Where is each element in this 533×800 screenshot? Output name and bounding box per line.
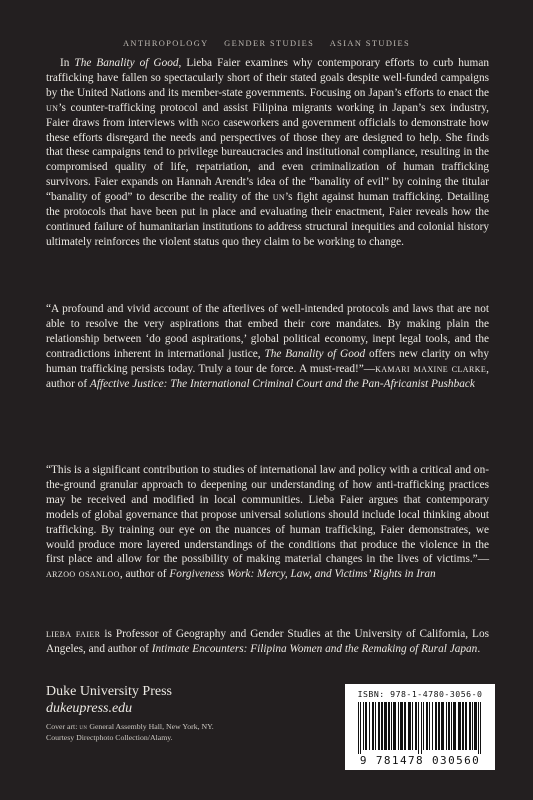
blurb-text: , author of bbox=[119, 568, 170, 581]
category-anthropology: ANTHROPOLOGY bbox=[122, 39, 209, 48]
blurb-text: “This is a significant contribution to studies of international law and policy with a critical and on-the-ground granular approach to deepening our understanding of how anti-trafficking practices may be received and modified in local communities. Lieba Faier argues that contemporary models of global governance that propose universal solutions should include local thinking about trafficking. By training our eye on the nuances of human trafficking, Faier demonstrates, we would produce more layered understandings of the conditions that produce the violence in the first place and allow for the possibility of making material changes in the lives of victims.”— bbox=[46, 464, 489, 566]
barcode-digits: 9 781478 030560 bbox=[359, 754, 481, 767]
bio-book-title: Intimate Encounters: Filipina Women and the Remaking of Rural Japan bbox=[151, 642, 478, 655]
barcode-bar bbox=[441, 702, 444, 750]
cover-credit bbox=[46, 722, 216, 743]
credit-un: un bbox=[79, 722, 88, 731]
blurb-text: offers new clarity on why human trafficking persists today. Truly a tour de force. A must-read!”— bbox=[46, 347, 489, 375]
barcode-bar bbox=[421, 702, 422, 754]
barcode-bar bbox=[381, 702, 383, 750]
barcode-bar bbox=[446, 702, 447, 750]
barcode-bar bbox=[435, 702, 437, 750]
barcode-bar bbox=[398, 702, 399, 750]
barcode-bar bbox=[480, 702, 481, 754]
barcode-bar bbox=[478, 702, 479, 754]
barcode-bar bbox=[365, 702, 367, 750]
barcode-bar bbox=[448, 702, 450, 750]
publisher-name: Duke University Press bbox=[46, 684, 172, 699]
category-asian-studies: ASIAN STUDIES bbox=[329, 39, 411, 48]
barcode-bar bbox=[453, 702, 456, 750]
barcode-bar bbox=[415, 702, 417, 750]
barcode-bar bbox=[378, 702, 380, 750]
bio-text: is Professor of Geography and Gender Studies at the University of California, Los Angeles, and author of bbox=[46, 628, 489, 655]
barcode-bar bbox=[358, 702, 359, 754]
barcode-bar bbox=[363, 702, 364, 750]
barcode-bar bbox=[469, 702, 471, 750]
isbn-label: ISBN: 978-1-4780-3056-0 bbox=[357, 689, 483, 699]
barcode-bar bbox=[472, 702, 473, 750]
barcode-icon bbox=[358, 702, 482, 754]
credit-text: Cover art: bbox=[46, 722, 80, 731]
desc-un: un bbox=[46, 101, 59, 114]
blurb-text: , author of bbox=[46, 362, 489, 390]
barcode-bar bbox=[423, 702, 424, 750]
desc-un: un bbox=[272, 191, 286, 204]
barcode-bar bbox=[462, 702, 464, 750]
publisher-url[interactable]: dukeupress.edu bbox=[46, 701, 133, 716]
barcode-bar bbox=[393, 702, 396, 750]
barcode-bar bbox=[465, 702, 467, 750]
desc-text: caseworkers and government officials to demonstrate how these efforts disregard the needs and perspectives of those they are designed to help. She finds that these campaigns tend to privilege bureaucracies and institutional compliance, resulting in the compromised quality of life, repatriation, and even criminalization of human trafficking survivors. Faier expands on Hannah Arendt’s idea of the “banality of evil” by coining the titular “banality of good” to describe the reality of the bbox=[46, 116, 489, 204]
subject-categories bbox=[0, 39, 533, 48]
bio-author-name: lieba faier bbox=[46, 628, 101, 640]
desc-book-title: The Banality of Good bbox=[74, 57, 179, 69]
barcode-bar bbox=[426, 702, 428, 750]
barcode-bar bbox=[418, 702, 419, 754]
barcode-bar bbox=[384, 702, 387, 750]
bio-text: . bbox=[477, 642, 481, 655]
barcode-bar bbox=[369, 702, 370, 750]
category-gender-studies: GENDER STUDIES bbox=[224, 39, 315, 48]
book-description bbox=[46, 56, 489, 250]
barcode-panel bbox=[345, 684, 495, 770]
barcode-bar bbox=[451, 702, 452, 750]
barcode-bar bbox=[412, 702, 413, 750]
blurb-author-book: Affective Justice: The International Criminal Court and the Pan-Africanist Pushback bbox=[89, 377, 475, 390]
blurb-text: “A profound and vivid account of the afterlives of well-intended protocols and laws that are not able to resolve the very aspirations that embed their core mandates. By making plain the relationship between ‘do good aspirations,’ global political economy, inept legal tools, and the contradictions inherent in international justice, bbox=[46, 303, 489, 360]
publisher-block bbox=[46, 683, 172, 717]
desc-text: , Lieba Faier examines why contemporary efforts to curb human trafficking have fallen so spectacularly short of their stated goals despite well-funded campaigns by the United Nations and its member-state governments. Focusing on Japan’s efforts to enact the bbox=[46, 57, 489, 99]
blurb-author: kamari maxine clarke bbox=[375, 362, 487, 375]
credit-text: General Assembly Hall, New York, NY. Courtesy Directphoto Collection/Alamy. bbox=[46, 722, 214, 742]
barcode-bar bbox=[391, 702, 392, 750]
barcode-bar bbox=[360, 702, 361, 754]
desc-text: In bbox=[60, 57, 75, 69]
barcode-bar bbox=[458, 702, 461, 750]
barcode-bar bbox=[404, 702, 406, 750]
endorsement-osanloo bbox=[46, 463, 489, 582]
desc-text: ’s counter-trafficking protocol and assist Filipina migrants working in Japan’s sex industry, Faier draws from interviews with bbox=[46, 101, 489, 129]
blurb-author: arzoo osanloo bbox=[46, 568, 120, 581]
desc-ngo: ngo bbox=[201, 116, 220, 129]
barcode-bar bbox=[408, 702, 411, 750]
blurb-book-title: The Banality of Good bbox=[264, 347, 366, 360]
blurb-author-book: Forgiveness Work: Mercy, Law, and Victims’ Rights in Iran bbox=[169, 568, 436, 581]
author-bio bbox=[46, 627, 489, 657]
barcode-bar bbox=[438, 702, 440, 750]
barcode-bar bbox=[474, 702, 477, 750]
barcode-bar bbox=[388, 702, 390, 750]
barcode-bar bbox=[375, 702, 376, 750]
desc-text: ’s fight against human trafficking. Detailing the protocols that have been put in place and evaluating their enactment, Faier reveals how the continued failure of humanitarian institutions to address structural inequities and colonial history ultimately reinforces the violent status quo they claim to be working to change. bbox=[46, 191, 489, 248]
barcode-bar bbox=[400, 702, 403, 750]
barcode-bar bbox=[372, 702, 374, 750]
barcode-bar bbox=[432, 702, 433, 750]
endorsement-clarke bbox=[46, 302, 489, 391]
barcode-bar bbox=[429, 702, 430, 750]
